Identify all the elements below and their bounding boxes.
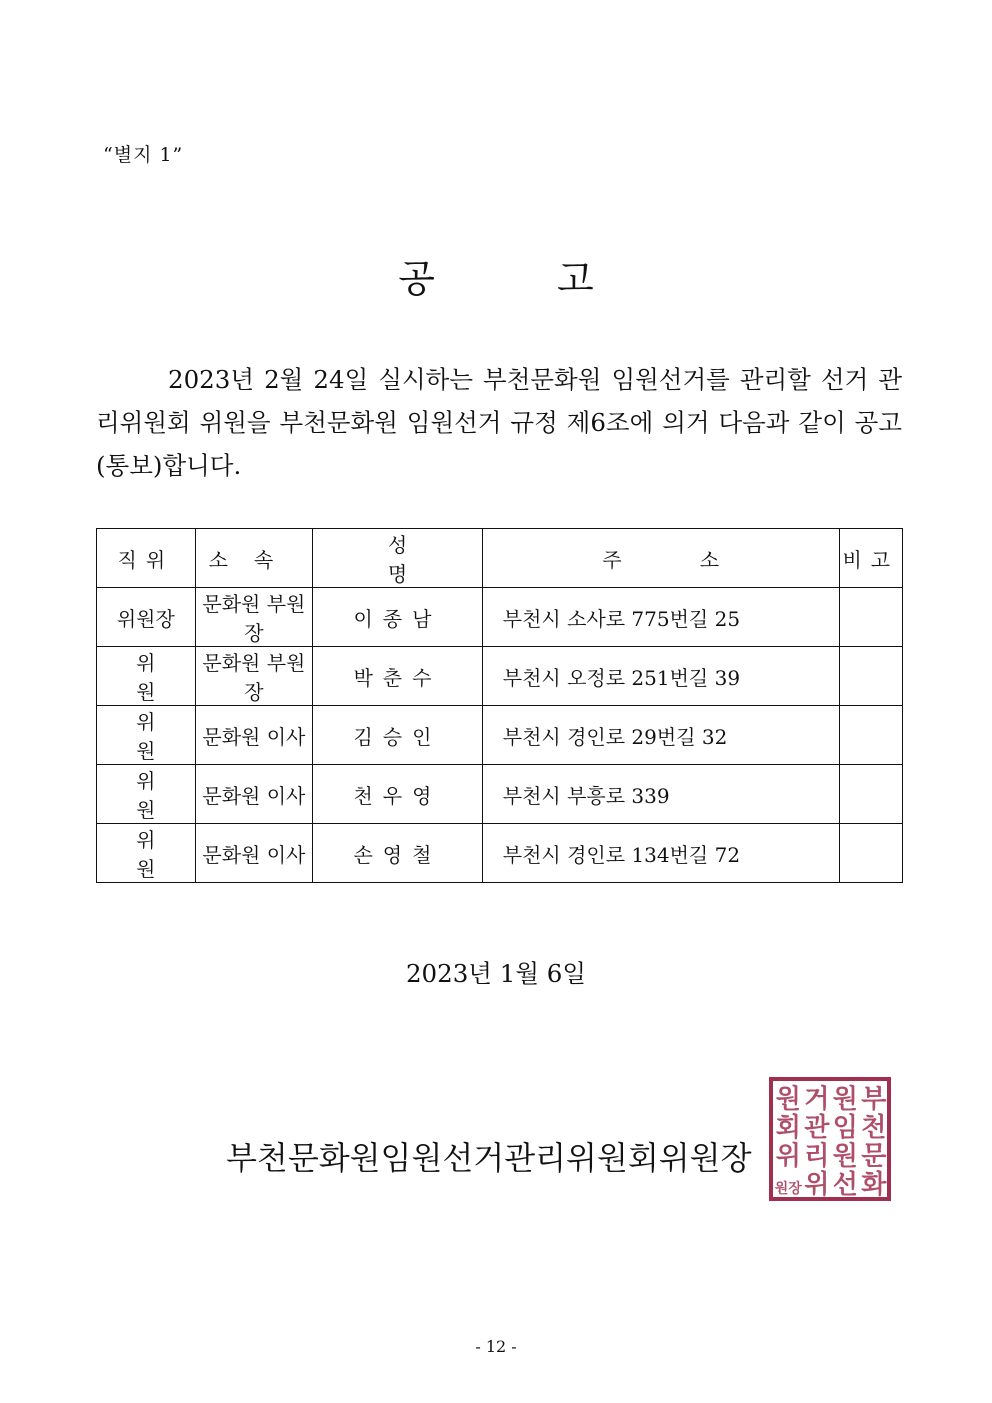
header-affiliation: 소속: [195, 529, 313, 588]
seal-character: 부: [861, 1084, 887, 1115]
cell-affiliation: 문화원 이사: [195, 824, 313, 883]
seal-character: 선: [832, 1169, 858, 1200]
cell-affiliation: 문화원 이사: [195, 706, 313, 765]
cell-address: 부천시 경인로 29번길 32: [482, 706, 839, 765]
table-row: [97, 824, 903, 883]
seal-character: 위: [775, 1141, 801, 1172]
table-row: [97, 647, 903, 706]
cell-name: 박춘수: [313, 647, 483, 706]
cell-note: [839, 588, 902, 647]
seal-character: 원장: [774, 1180, 802, 1197]
cell-position: 위원: [97, 706, 196, 765]
attachment-label: “별지 1”: [103, 144, 184, 166]
cell-position: 위원: [97, 824, 196, 883]
header-address: 주소: [482, 529, 839, 588]
seal-character: 천: [861, 1112, 887, 1143]
table-row: [97, 765, 903, 824]
table-body: [97, 588, 903, 883]
seal-character: 원: [775, 1084, 801, 1115]
cell-address: 부천시 부흥로 339: [482, 765, 839, 824]
seal-character: 위: [804, 1169, 830, 1200]
cell-name: 이종남: [313, 588, 483, 647]
cell-note: [839, 647, 902, 706]
committee-members-table: [96, 528, 903, 883]
cell-address: 부천시 경인로 134번길 72: [482, 824, 839, 883]
issue-date: 2023년 1월 6일: [405, 959, 587, 988]
table-row: [97, 706, 903, 765]
cell-note: [839, 706, 902, 765]
page-number: - 12 -: [475, 1337, 517, 1356]
seal-character: 관: [804, 1112, 830, 1143]
cell-affiliation: 문화원 이사: [195, 765, 313, 824]
header-note: 비고: [839, 529, 902, 588]
cell-name: 김승인: [313, 706, 483, 765]
cell-name: 손영철: [313, 824, 483, 883]
seal-character: 임: [832, 1112, 858, 1143]
cell-address: 부천시 소사로 775번길 25: [482, 588, 839, 647]
header-name: 성명: [313, 529, 483, 588]
seal-character: 회: [775, 1112, 801, 1143]
notice-body: [96, 358, 902, 487]
table-header-row: [97, 529, 903, 588]
header-position: 직위: [97, 529, 196, 588]
seal-character: 리: [804, 1141, 830, 1172]
seal-character: 원: [832, 1084, 858, 1115]
cell-affiliation: 문화원 부원장: [195, 588, 313, 647]
cell-note: [839, 765, 902, 824]
cell-address: 부천시 오정로 251번길 39: [482, 647, 839, 706]
document-title: 공 고: [398, 257, 594, 301]
cell-position: 위원: [97, 647, 196, 706]
cell-position: 위원장: [97, 588, 196, 647]
issuer-name: 부천문화원임원선거관리위원회위원장: [226, 1139, 752, 1177]
cell-position: 위원: [97, 765, 196, 824]
cell-name: 천우영: [313, 765, 483, 824]
seal-character: 원: [832, 1141, 858, 1172]
seal-character: 문: [861, 1141, 887, 1172]
seal-character: 거: [804, 1084, 830, 1115]
cell-note: [839, 824, 902, 883]
cell-affiliation: 문화원 부원장: [195, 647, 313, 706]
table-row: [97, 588, 903, 647]
official-seal: [768, 1076, 892, 1202]
seal-character: 화: [861, 1169, 887, 1200]
notice-body-text: 2023년 2월 24일 실시하는 부천문화원 임원선거를 관리할 선거 관리위원회 위원을 부천문화원 임원선거 규정 제6조에 의거 다음과 같이 공고(통보)합니다.: [96, 365, 902, 480]
